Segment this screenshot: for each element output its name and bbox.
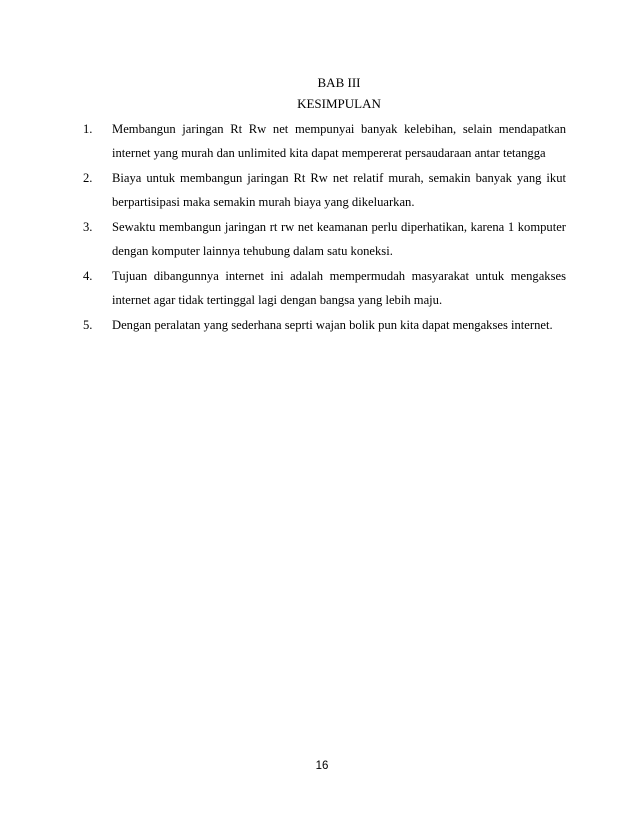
list-item-number: 3. (83, 220, 93, 234)
list-item-text: Biaya untuk membangun jaringan Rt Rw net relatif murah, semakin banyak yang ikut berpartisipasi maka semakin murah biaya yang dikeluarkan. (112, 171, 566, 209)
list-item (83, 265, 566, 312)
list-item (83, 167, 566, 214)
list-item-text: Membangun jaringan Rt Rw net mempunyai banyak kelebihan, selain mendapatkan internet yang murah dan unlimited kita dapat mempererat persaudaraan antar tetangga (112, 122, 566, 160)
list-item-text: Sewaktu membangun jaringan rt rw net keamanan perlu diperhatikan, karena 1 komputer dengan komputer lainnya tehubung dalam satu koneksi. (112, 220, 566, 258)
list-item (83, 118, 566, 165)
list-item (83, 216, 566, 263)
page-number: 16 (315, 760, 329, 772)
list-item-number: 1. (83, 122, 93, 136)
conclusions-list (83, 118, 566, 340)
chapter-title: KESIMPULAN (297, 96, 381, 111)
list-item-text: Tujuan dibangunnya internet ini adalah mempermudah masyarakat untuk mengakses internet agar tidak tertinggal lagi dengan bangsa yang lebih maju. (112, 269, 566, 307)
list-item-number: 4. (83, 269, 93, 283)
list-item-text: Dengan peralatan yang sederhana seprti wajan bolik pun kita dapat mengakses internet. (112, 318, 553, 332)
list-item-number: 2. (83, 171, 93, 185)
list-item-number: 5. (83, 318, 93, 332)
chapter-number: BAB III (317, 75, 361, 90)
list-item (83, 314, 566, 338)
